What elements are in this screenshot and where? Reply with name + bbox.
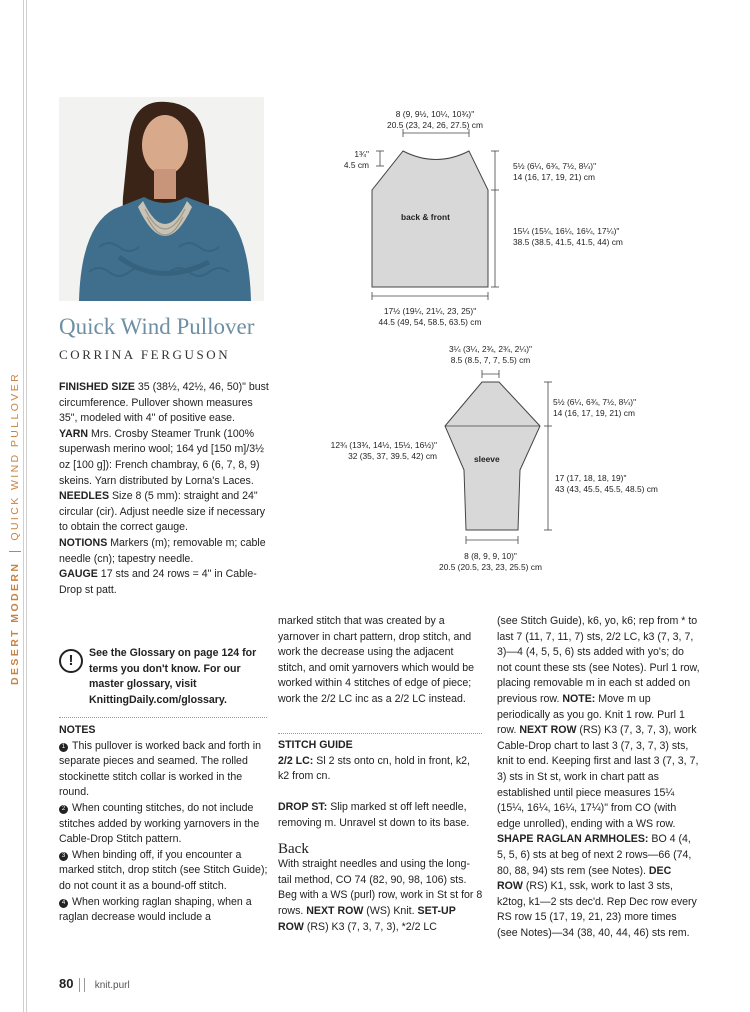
sleeve-length-label: 17 (17, 18, 18, 19)" 43 (43, 45.5, 45.5, 48.5) cm <box>555 473 658 494</box>
body-width-label: 17½ (19¼, 21¼, 23, 25)" 44.5 (49, 54, 58.5, 63.5) cm <box>378 306 482 327</box>
spec-notions: NOTIONS Markers (m); removable m; cable needle (cn); tapestry needle. <box>59 536 266 565</box>
back-instructions: With straight needles and using the long-tail method, CO 74 (82, 90, 98, 106) sts. Beg with a WS (purl) row, work in St st for 8 rows. NEXT ROW (WS) Knit. SET-UP ROW (RS) K3 (7, 3, 7, 3), *2/2 LC <box>278 858 483 933</box>
sleeve-cuff-label: 8 (8, 9, 9, 10)" 20.5 (20.5, 23, 23, 25.5) cm <box>439 551 542 572</box>
sleeve-upper-arm-label: 12¾ (13¾, 14½, 15½, 16½)" 32 (35, 37, 39.5, 42) cm <box>330 440 437 461</box>
sleeve-armhole-label: 5½ (6¼, 6¾, 7½, 8¼)" 14 (16, 17, 19, 21) cm <box>553 397 637 418</box>
neck-drop-label: 1¾" 4.5 cm <box>343 149 369 170</box>
back-instructions-continued: (see Stitch Guide), k6, yo, k6; rep from * to last 7 (11, 7, 11, 7) sts, 2/2 LC, k3 (7, 3, 7, 3)—4 (4, 5, 5, 6) sts added with yo's; do not count these sts (see Notes). Purl 1 row, placing removable m in each st added on previous row. NOTE: Move m up periodically as you go. Knit 1 row. Purl 1 row. NEXT ROW (RS) K3 (7, 3, 7, 3), work Cable-Drop chart to last 3 (7, 3, 7, 3) sts, knit to end. Keeping first and last 3 (7, 3, 7, 3) sts in St st, work in chart patt as established until piece measures 15¼ (15¼, 16¼, 16¼, 17¼)" from CO (with edge unrolled), ending with a WS row. SHAPE RAGLAN ARMHOLES: BO 4 (4, 5, 5, 6) sts at beg of next 2 rows—66 (74, 80, 88, 94) sts rem (see Notes). DEC ROW (RS) K1, ssk, work to last 3 sts, k2tog, k1—2 sts dec'd. Rep Dec row every RS row 15 (17, 19, 21, 23) more times (see Notes)—34 (38, 40, 44, 46) sts rem. <box>497 615 700 939</box>
column-2 <box>278 614 483 708</box>
glossary-callout <box>59 646 269 708</box>
page-footer <box>59 976 130 992</box>
spec-gauge: GAUGE 17 sts and 24 rows = 4" in Cable-Drop st patt. <box>59 568 257 596</box>
notes-heading: NOTES <box>59 724 96 736</box>
spec-finished-size: FINISHED SIZE 35 (38½, 42½, 46, 50)" bust circumference. Pullover shown measures 35", modeled with 4" of positive ease. <box>59 381 269 425</box>
sleeve-top-label: 3¼ (3¼, 2¾, 2¾, 2¼)" 8.5 (8.5, 7, 7, 5.5) cm <box>448 344 533 365</box>
glossary-text: See the Glossary on page 124 for terms you don't know. For our master glossary, visit KnittingDaily.com/glossary. <box>89 647 257 706</box>
stitch-guide-heading: STITCH GUIDE <box>278 739 353 751</box>
divider <box>278 733 482 734</box>
note-item: 4 When working raglan shaping, when a raglan decrease would include a <box>59 895 252 924</box>
spec-yarn: YARN Mrs. Crosby Steamer Trunk (100% superwash merino wool; 164 yd [150 m]/3½ oz [100 g]): French chambray, 6 (6, 7, 8, 9) skeins. Yarn distributed by Lorna's Laces. <box>59 427 264 487</box>
body-label: back & front <box>401 212 450 222</box>
stitch-2-2-lc: 2/2 LC: Sl 2 sts onto cn, hold in front, k2, k2 from cn. <box>278 754 470 783</box>
note-item: 3 When binding off, if you encounter a marked stitch, drop stitch (see Stitch Guide); do not count it as a bound-off stitch. <box>59 848 268 892</box>
exclamation-icon: ! <box>59 649 83 673</box>
sleeve-label: sleeve <box>474 454 500 464</box>
column-3 <box>497 614 700 941</box>
pattern-title: Quick Wind Pullover <box>59 314 255 339</box>
pattern-side-title: QUICK WIND PULLOVER <box>9 371 21 541</box>
notes-section <box>59 723 271 926</box>
body-length-label: 15¼ (15¼, 16¼, 16¼, 17¼)" 38.5 (38.5, 41.5, 41.5, 44) cm <box>513 226 623 247</box>
note-item: 1 This pullover is worked back and forth in separate pieces and seamed. The rolled stockinette stitch collar is worked in the round. <box>59 739 262 799</box>
body-armhole-label: 5½ (6¼, 6¾, 7½, 8¼)" 14 (16, 17, 19, 21) cm <box>513 161 597 182</box>
divider <box>59 717 267 718</box>
note-item: 2 When counting stitches, do not include stitches added by working yarnovers in the Cable-Drop Stitch pattern. <box>59 801 260 846</box>
body-top-width-label: 8 (9, 9½, 10¼, 10¾)" 20.5 (23, 24, 26, 27.5) cm <box>387 109 483 130</box>
stitch-drop-st: DROP ST: Slip marked st off left needle, removing m. Unravel st down to its base. <box>278 801 470 829</box>
spec-needles: NEEDLES Size 8 (5 mm): straight and 24" circular (cir). Adjust needle size if necessary to obtain the correct gauge. <box>59 490 266 534</box>
designer-name: CORRINA FERGUSON <box>59 347 231 362</box>
page-number: 80 <box>59 976 74 991</box>
stitch-guide <box>278 738 483 935</box>
magazine-name: knit.purl <box>94 980 130 991</box>
section-label: DESERT MODERN <box>9 561 21 685</box>
notes-continued: marked stitch that was created by a yarnover in chart pattern, drop stitch, and work the decrease using the adjacent stitch, and omit yarnovers which would be worked within 4 stitches of edge of piece; work the 2/2 LC inc as a 2/2 LC instead. <box>278 615 475 705</box>
back-heading: Back <box>278 840 309 857</box>
